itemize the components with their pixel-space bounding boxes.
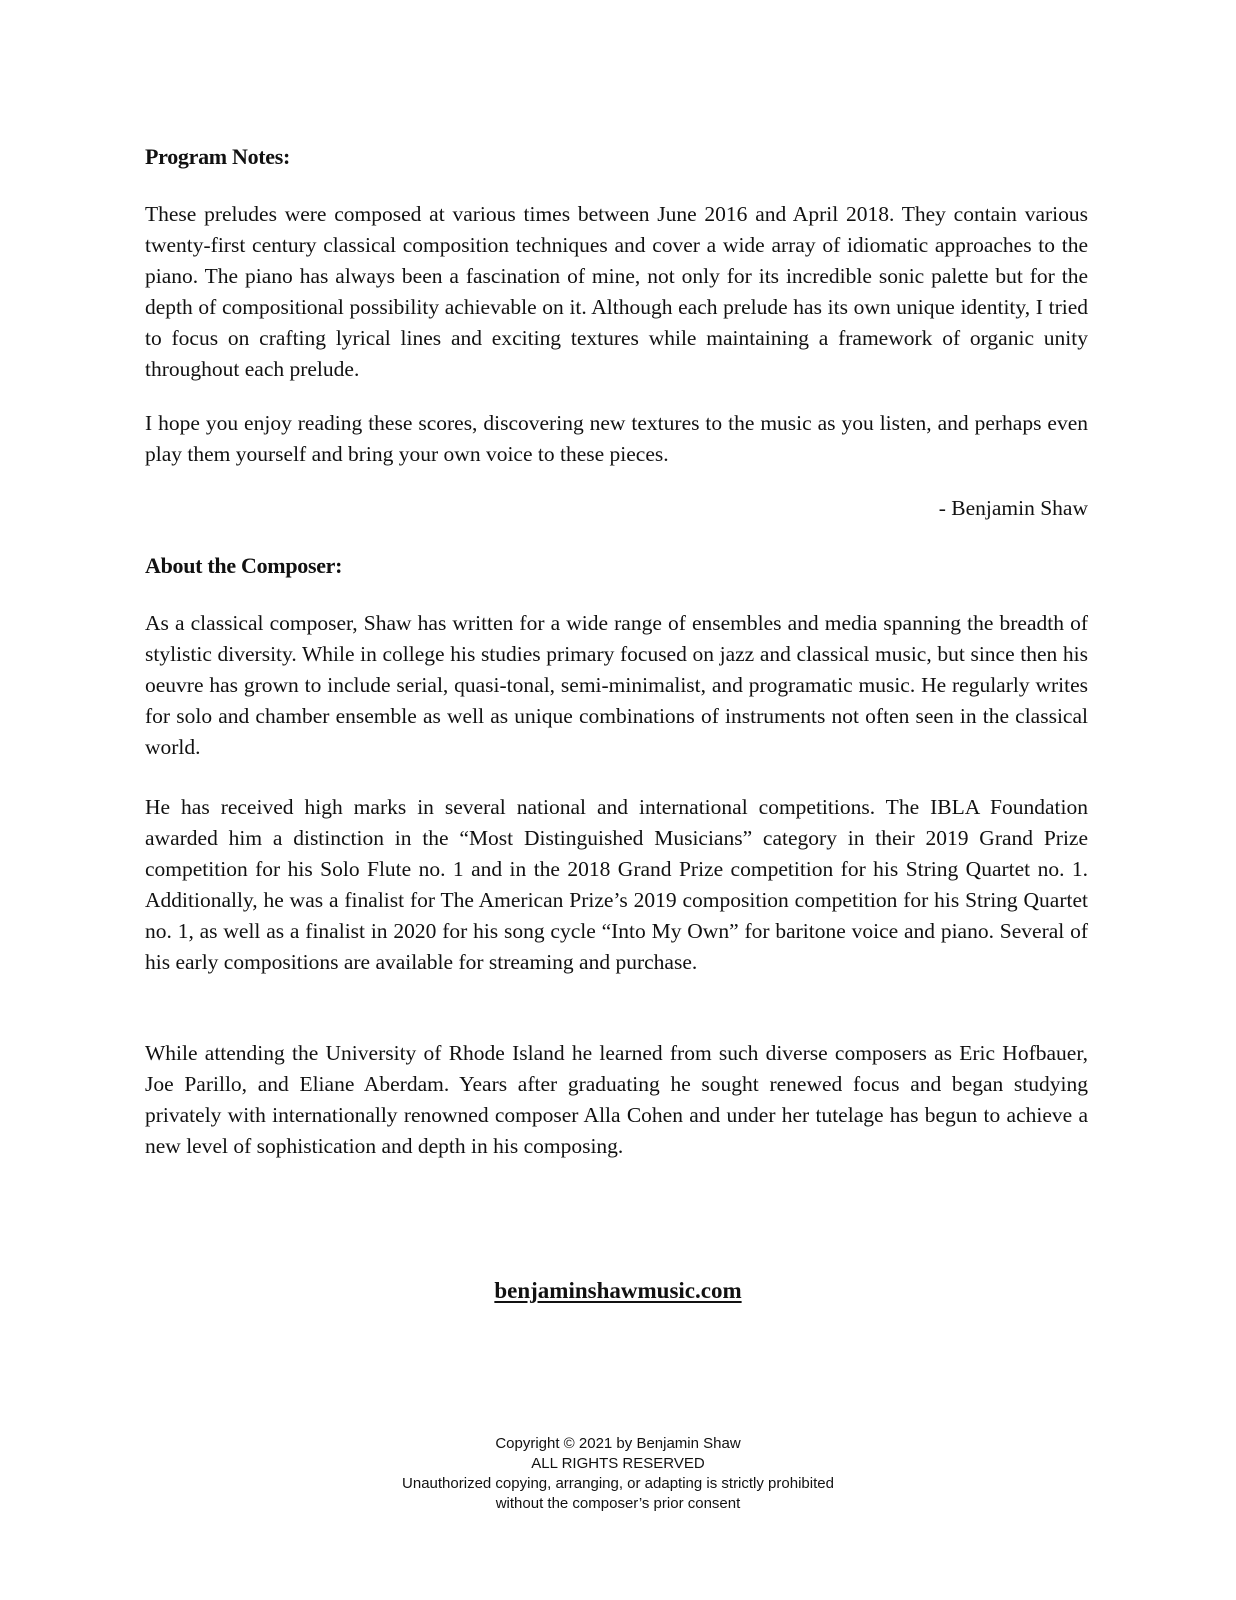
copyright-line: Copyright © 2021 by Benjamin Shaw	[495, 1435, 741, 1452]
signature: - Benjamin Shaw	[938, 496, 1088, 520]
copyright-footer	[0, 1434, 1236, 1514]
rights-reserved-line: ALL RIGHTS RESERVED	[531, 1455, 705, 1472]
program-notes-paragraph-1: These preludes were composed at various times between June 2016 and April 2018. They contain various twenty-first century classical composition techniques and cover a wide array of idiomatic approaches to the piano. The piano has always been a fascination of mine, not only for its incredible sonic palette but for the depth of compositional possibility achievable on it. Although each prelude has its own unique identity, I tried to focus on crafting lyrical lines and exciting textures while maintaining a framework of organic unity throughout each prelude.	[145, 202, 1088, 381]
about-paragraph-1: As a classical composer, Shaw has written for a wide range of ensembles and media spanning the breadth of stylistic diversity. While in college his studies primary focused on jazz and classical music, but since then his oeuvre has grown to include serial, quasi-tonal, semi-minimalist, and programatic music. He regularly writes for solo and chamber ensemble as well as unique combinations of instruments not often seen in the classical world.	[145, 611, 1088, 759]
about-composer-heading: About the Composer:	[145, 553, 343, 578]
consent-line: without the composer’s prior consent	[495, 1495, 741, 1512]
program-notes-paragraph-2: I hope you enjoy reading these scores, discovering new textures to the music as you listen, and perhaps even play them yourself and bring your own voice to these pieces.	[145, 411, 1088, 466]
about-paragraph-3: While attending the University of Rhode Island he learned from such diverse composers as Eric Hofbauer, Joe Parillo, and Eliane Aberdam. Years after graduating he sought renewed focus and began studying privately with internationally renowned composer Alla Cohen and under her tutelage has begun to achieve a new level of sophistication and depth in his composing.	[145, 1041, 1088, 1158]
website-link[interactable]: benjaminshawmusic.com	[494, 1278, 742, 1303]
prohibition-line: Unauthorized copying, arranging, or adapting is strictly prohibited	[402, 1475, 834, 1492]
about-paragraph-2: He has received high marks in several national and international competitions. The IBLA Foundation awarded him a distinction in the “Most Distinguished Musicians” category in their 2019 Grand Prize competition for his Solo Flute no. 1 and in the 2018 Grand Prize competition for his String Quartet no. 1. Additionally, he was a finalist for The American Prize’s 2019 composition competition for his String Quartet no. 1, as well as a finalist in 2020 for his song cycle “Into My Own” for baritone voice and piano. Several of his early compositions are available for streaming and purchase.	[145, 795, 1088, 974]
program-notes-heading: Program Notes:	[145, 144, 291, 169]
website-link-container	[0, 1278, 1236, 1304]
